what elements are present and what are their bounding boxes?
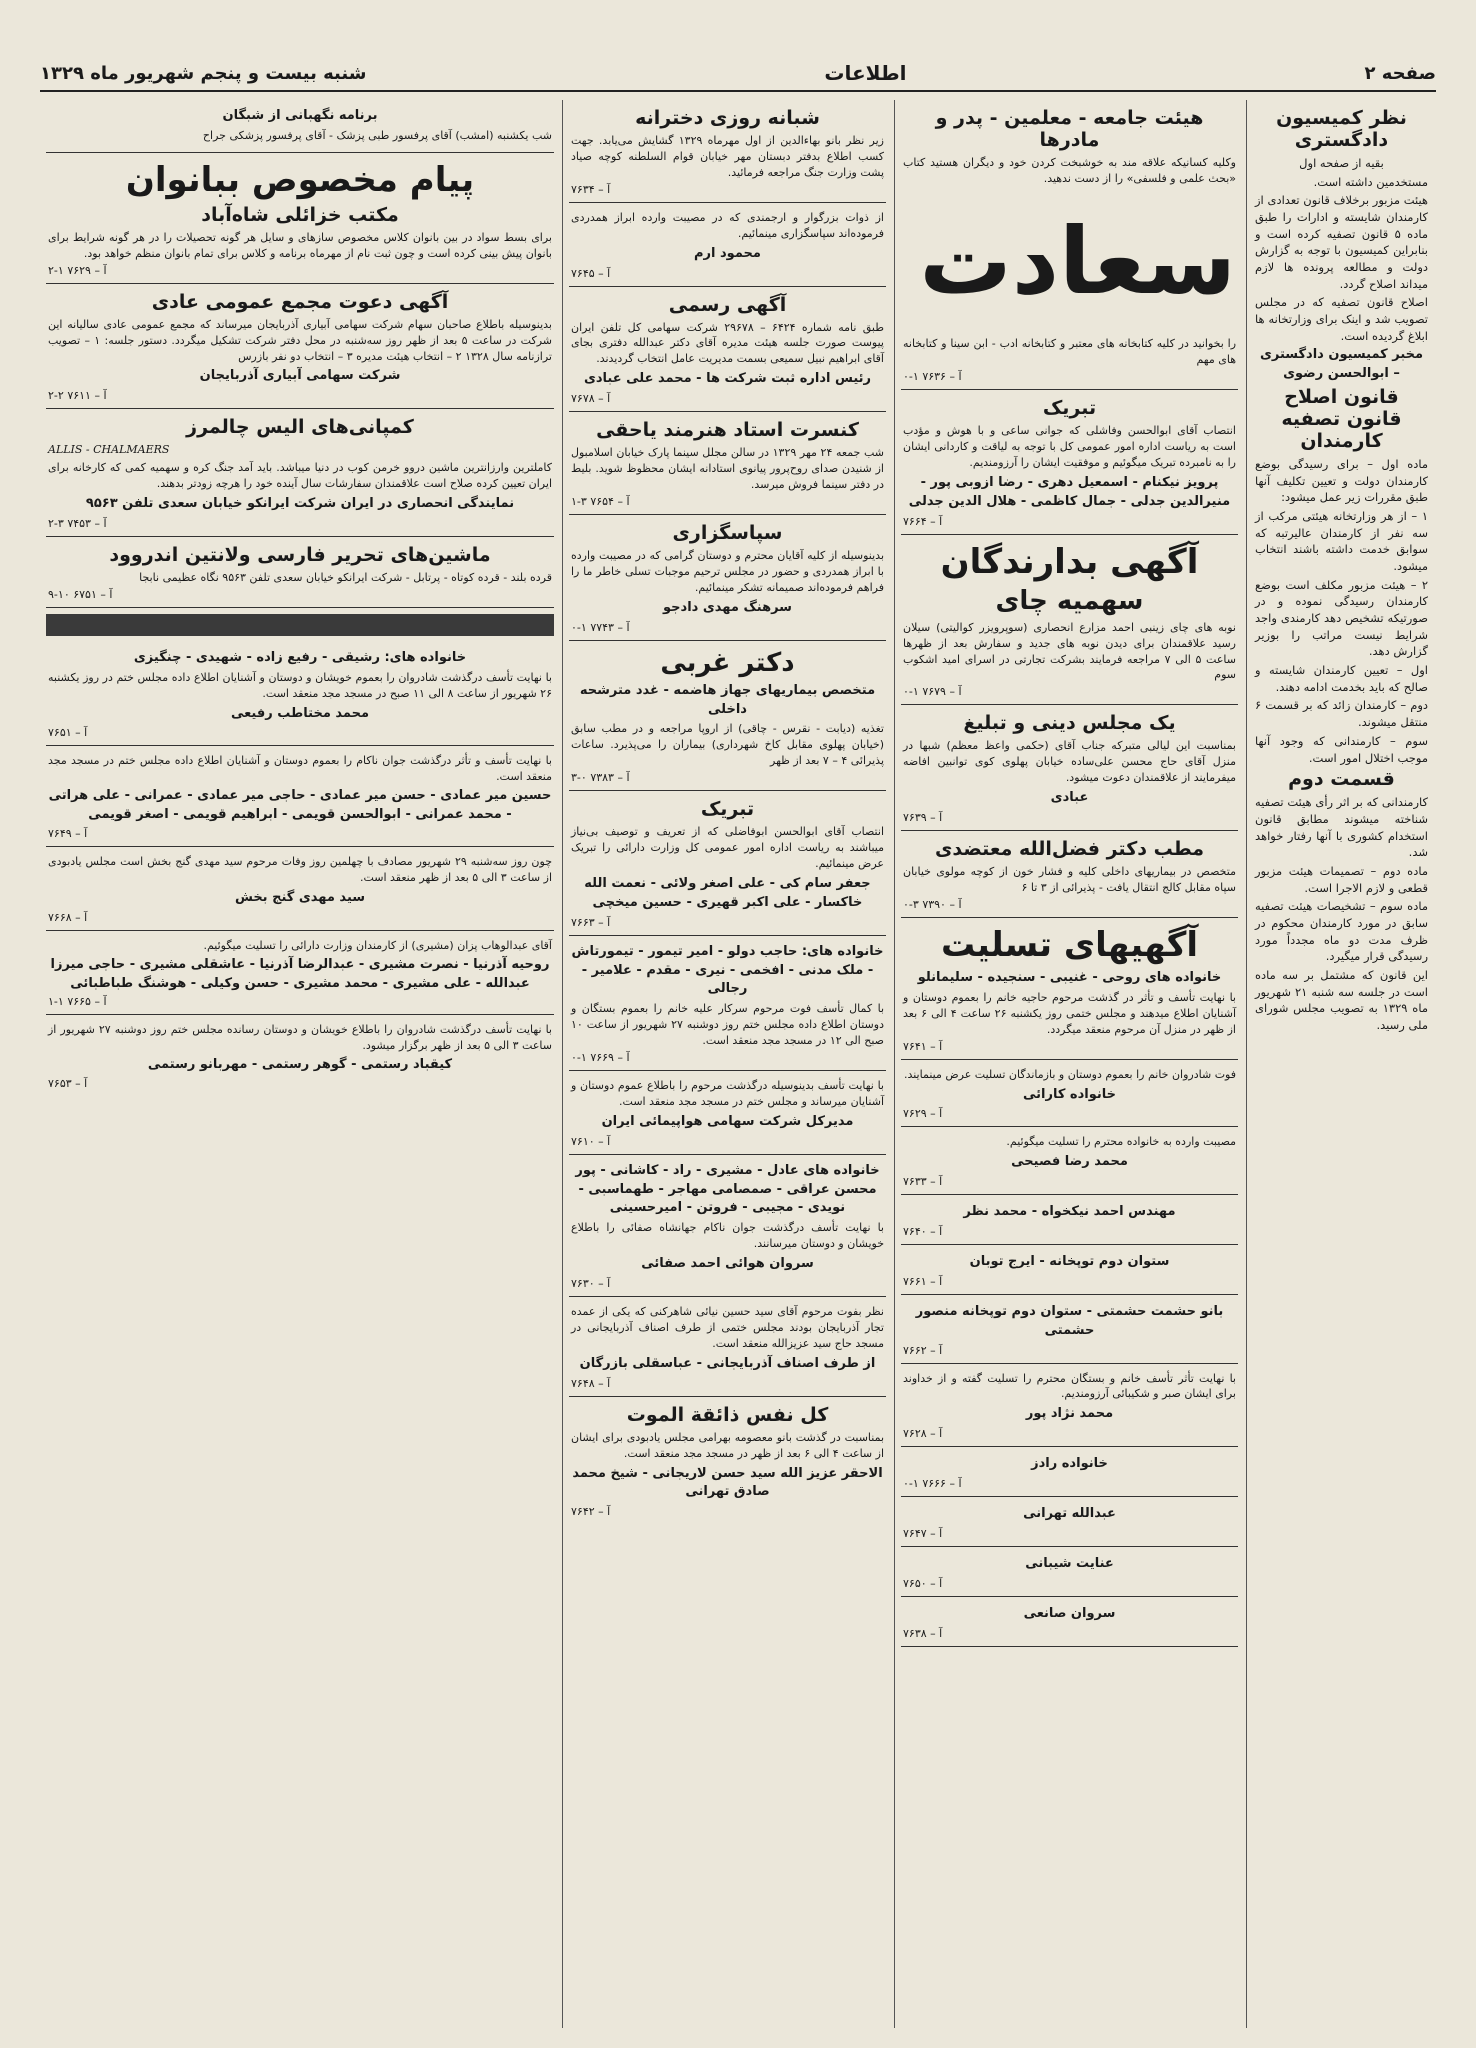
ad-text: با نهایت تأسف درگذشت شادروان را باطلاع خویشان و دوستان رسانده مجلس ختم روز دوشنبه ۲۷ شهریور از ساعت ۳ الی ۵ بعد از ظهر برگزار میشود. — [48, 1023, 552, 1053]
article-paragraph: اصلاح قانون تصفیه که در مجلس تصویب شد و اینک برای وزارتخانه ها ابلاغ گردیده است. — [1255, 295, 1428, 343]
article-title: نظر کمیسیون دادگستری — [1276, 107, 1407, 151]
ad-condolence-5 — [901, 1245, 1238, 1295]
ad-signature: خانواده رادز — [1031, 1456, 1108, 1472]
ad-title: کل نفس ذائقة الموت — [626, 1403, 829, 1426]
ad-signature: محمد مختاطب رفیعی — [230, 705, 370, 721]
ad-text: مصیبت وارده به خانواده محترم را تسلیت میگوئیم. — [1006, 1135, 1236, 1149]
ad-title: پیام مخصوص ببانوان — [125, 159, 475, 200]
ad-title: تبریک — [700, 798, 755, 821]
ad-code: آ – ۷۶۶۸ — [48, 910, 88, 924]
article-paragraph: ۲ – هیئت مزبور مکلف است بوضع کارمندان رسیدگی نموده و در صورتیکه تشخیص دهد کارمندی واجد شرایط نیست مراتب را بوزیر گزارش دهد. — [1255, 577, 1428, 659]
ad-title: برنامه نگهبانی از شبگان — [222, 108, 378, 123]
ad-code: آ – ۷۶۷۹ ۱-۰ — [903, 685, 962, 699]
ad-memorial-ganjbakhsh — [46, 847, 554, 931]
ad-text: آقای عبدالوهاب پزان (مشیری) از کارمندان وزارت دارائی را تسلیت میگوئیم. — [203, 938, 552, 952]
ad-title: آگهی رسمی — [668, 293, 787, 316]
ad-code: آ – ۷۶۶۴ — [903, 514, 943, 528]
ad-code: آ – ۷۶۴۲ — [571, 1505, 611, 1519]
ad-signature: محمد نژاد پور — [1025, 1406, 1114, 1422]
article-paragraph: سوم – کارمندانی که وجود آنها موجب اختلال امور است. — [1255, 733, 1428, 765]
ad-subtitle: مکتب خزائلی شاه‌آباد — [201, 203, 399, 226]
ad-code: آ – ۷۶۵۳ — [48, 1077, 88, 1091]
article-paragraph: ۱ – از هر وزارتخانه هیئتی مرکب از سه نفر از کارمندان عالیرتبه که سوابق خدمت داشته باشند انتخاب میشود. — [1255, 509, 1428, 574]
ad-code: آ – ۷۶۶۵ ۱-۱ — [48, 995, 107, 1009]
ad-condolence-11 — [901, 1597, 1238, 1647]
ad-text: تغذیه (دیابت - نقرس - چاقی) از اروپا مراجعه و در مطب سابق (خیابان پهلوی مقابل کاخ شهرداری) بیماران را می‌پذیرد. ساعات پذیرائی ۴ – ۷ بعد از ظهر — [571, 722, 884, 768]
ad-memorial-1 — [569, 1297, 886, 1397]
page-number: صفحه ۲ — [1364, 62, 1436, 84]
ad-code: آ – ۷۴۵۳ ۳-۲ — [48, 516, 107, 530]
divider-bar — [46, 614, 554, 636]
article-paragraph: هیئت مزبور برخلاف قانون تعدادی از کارمندان شایسته و ادارات را طبق ماده ۵ قانون تصفیه کرده است و بنابراین کمیسیون با توجه به گزارش دولت و مطالعه پرونده ها لازم میداند اصلاح گردد. — [1255, 193, 1428, 291]
ad-code: آ – ۷۳۸۳ ۰-۳ — [571, 771, 630, 785]
ad-code: آ – ۷۶۴۵ — [571, 266, 611, 280]
column-ads-2 — [894, 100, 1244, 2028]
ad-title: یک مجلس دینی و تبلیغ — [963, 712, 1176, 735]
ad-code: آ – ۷۷۴۳ ۱-۰ — [571, 620, 630, 634]
ad-code: آ – ۷۶۱۱ ۲-۲ — [48, 389, 107, 403]
ad-text: انتصاب آقای ابوالحسن وفاشلی که جوانی ساعی و با هوش و مؤدب است به ریاست اداره امور عمومی کل با توجه به لیاقت و کاردانی ایشان را به نامبرده تبریک میگوئیم و موفقیت ایشان را آرزومندیم. — [903, 424, 1236, 470]
ad-names: حسین میر عمادی - حسن میر عمادی - حاجی میر عمادی - عمرانی - علی هراتی - محمد عمرانی - ابوالحسن قویمی - ابراهیم قویمی - اصغر قویمی — [48, 788, 552, 823]
ad-signature: سروان هوائی احمد صفائی — [641, 1256, 814, 1272]
ad-allis-chalmers — [46, 409, 554, 537]
ad-title: شبانه روزی دخترانه — [635, 107, 820, 129]
ad-text: با نهایت تأسف بدینوسیله درگذشت مرحوم را باطلاع عموم دوستان و آشنایان میرساند و مجلس ختم در مسجد مجد منعقد است. — [571, 1079, 884, 1108]
article-paragraph: مخبر کمیسیون دادگستری – ابوالحسن رضوی — [1259, 347, 1424, 382]
ad-title: دکتر غربی — [660, 647, 795, 678]
article-subtitle: بقیه از صفحه اول — [1299, 156, 1384, 170]
article-paragraph: اول – تعیین کارمندان شایسته و صالح که باید بخدمت ادامه دهند. — [1255, 663, 1428, 694]
ad-code: آ – ۷۶۲۹ ۱-۲ — [48, 263, 107, 277]
ad-doctor-motazedi — [901, 831, 1238, 918]
ad-title: سپاسگزاری — [672, 522, 783, 544]
ad-title: کمپانی‌های الیس چالمرز — [186, 416, 414, 439]
ad-signature: رئیس اداره ثبت شرکت ها - محمد علی عبادی — [583, 371, 872, 387]
ad-text: نظر بفوت مرحوم آقای سید حسین نیائی شاهرکنی که یکی از عمده تجار آذربایجان بودند مجلس ختمی از طرف اصناف آذربایجانی در مسجد حاج سید عزیزالله منعقد است. — [571, 1304, 884, 1350]
ad-title: آگهی دعوت مجمع عمومی عادی — [151, 290, 449, 313]
ad-code: آ – ۷۶۴۷ — [903, 1526, 943, 1540]
ad-code: آ – ۷۶۳۶ ۱-۰ — [903, 370, 962, 384]
article-paragraph: ماده سوم – تشخیصات هیئت تصفیه سابق در مورد کارمندان محکوم در ظرف مدت دو ماه مجدداً مورد رسیدگی قرار میگیرد. — [1255, 899, 1428, 964]
ad-families: خانواده های عادل - مشیری - راد - کاشانی - پور محسن عراقی - صمصامی مهاجر - طهماسبی - نویدی - مجیبی - فروتن - امیرحسینی — [575, 1162, 880, 1216]
ad-code: آ – ۷۶۵۴ ۳-۱ — [571, 495, 630, 508]
ad-brand: سعادت — [919, 207, 1236, 315]
ad-signature: بانو حشمت حشمتی - ستوان دوم توپخانه منصور حشمتی — [915, 1303, 1224, 1338]
ad-code: آ – ۷۶۵۱ — [48, 726, 88, 740]
ad-code: آ – ۷۶۴۸ — [571, 1376, 611, 1390]
ad-condolence-4 — [901, 1195, 1238, 1245]
ad-families: خانواده های: حاجب دولو - امیر تیمور - تیمورتاش - ملک مدنی - افخمی - نیری - مقدم - علامیر - رجالی — [571, 943, 884, 997]
ad-title: هیئت جامعه - معلمین - پدر و مادرها — [935, 107, 1204, 151]
ad-code: آ – ۷۶۷۸ — [571, 392, 611, 406]
article-paragraph: دوم – کارمندان زائد که بر قسمت ۶ منتقل میشوند. — [1255, 698, 1428, 730]
ad-signature: محمود ارم — [694, 245, 761, 261]
ad-code: آ – ۷۶۴۰ — [903, 1224, 943, 1238]
ad-code: آ – ۷۶۶۳ — [571, 915, 611, 929]
ad-signature: سید مهدی گنج بخش — [234, 889, 366, 905]
ad-signature: از طرف اصناف آذربایجانی - عباسقلی بازرگان — [579, 1355, 876, 1371]
ad-code: آ – ۷۶۱۰ — [571, 1134, 611, 1148]
ad-condolence-emadi — [46, 746, 554, 847]
ad-condolence-2 — [901, 1060, 1238, 1128]
ad-signature: محمد رضا فصیحی — [1011, 1154, 1128, 1170]
page-header — [40, 56, 1436, 92]
ad-text: بدینوسیله باطلاع صاحبان سهام شرکت سهامی آبیاری آذربایجان میرساند که مجمع عمومی عادی سالیانه این شرکت در ساعت ۵ بعد از ظهر روز سه‌شنبه در محل دفتر شرکت تشکیل میگردد. دستور جلسه: ۱ – تصویب ترازنامه سال ۱۳۲۸ ۲ – انتخاب هیئت مدیره ۳ – انتخاب دو نفر بازرس — [48, 317, 552, 363]
ad-women-message — [46, 153, 554, 284]
ad-code: آ – ۷۶۴۱ — [903, 1039, 943, 1053]
ad-text: شب یکشنبه (امشب) آقای پرفسور طبی پزشک - آقای پرفسور پزشکی جراح — [202, 128, 552, 142]
ad-text: برای بسط سواد در بین بانوان کلاس مخصوص سازهای و سایل هر گونه تحصیلات را در هر گونه شرایط برای بانوان پیش بینی کرده است و چون ثبت نام از مهرماه برنامه و کلاس برای تمام بانوان منظم خواهد بود. — [48, 230, 552, 260]
ad-saadat-book — [901, 100, 1238, 390]
ad-code: آ – ۷۶۵۰ — [903, 1576, 943, 1590]
ad-airline-condolence — [569, 1071, 886, 1155]
ad-text: بمناسبت این لیالی متبرکه جناب آقای (حکمی واعظ معظم) شبها در منزل آقای حاج محسن علی‌ساده خیابان پهلوی کوی توانبین افاضه میفرمایند از علاقمندان دعوت میشود. — [903, 739, 1236, 785]
ad-text: با نهایت تأسف و تأثر درگذشت جوان ناکام را بعموم دوستان و آشنایان اطلاع داده مجلس ختم در مسجد مجد منعقد است. — [48, 754, 552, 784]
ad-families-condolence — [569, 936, 886, 1071]
ad-title: کنسرت استاد هنرمند یاحقی — [596, 419, 859, 442]
ad-code: آ – ۷۶۳۰ — [571, 1276, 611, 1290]
ad-text: از ذوات بزرگوار و ارجمندی که در مصیبت وارده ابراز همدردی فرموده‌اند سپاسگزاری مینمائیم. — [571, 210, 884, 240]
ad-code: آ – ۷۶۶۶ ۱-۰ — [903, 1477, 962, 1491]
ad-families: خانواده های روحی - غنیبی - سنجیده - سلیمانلو — [917, 969, 1222, 985]
ad-text: فوت شادروان خانم را بعموم دوستان و بازماندگان تسلیت عرض مینمایند. — [903, 1067, 1236, 1081]
ad-title: مطب دکتر فضل‌الله معتضدی — [934, 838, 1204, 861]
ad-condolences — [901, 918, 1238, 1060]
ad-tea-quota — [901, 535, 1238, 706]
ad-code: آ – ۶۷۵۱ ۱۰-۹ — [48, 587, 113, 601]
ad-code: آ – ۷۶۳۸ — [903, 1626, 943, 1640]
article-paragraph: این قانون که مشتمل بر سه ماده است در جلسه سه شنبه ۲۱ شهریور ماه ۱۳۲۹ به تصویب مجلس شورای ملی رسید. — [1255, 967, 1428, 1032]
ad-families: خانواده های: رشیقی - رفیع زاده - شهیدی - چنگیزی — [133, 649, 467, 665]
ad-text: قرده بلند - قرده کوتاه - پرتابل - شرکت ایرانکو خیابان سعدی تلفن ۹۵۶۳ نگاه عظیمی نابجا — [139, 570, 552, 584]
ad-condolence-10 — [901, 1547, 1238, 1597]
ad-thanks-1 — [569, 203, 886, 287]
ad-signature: عبدالله تهرانی — [1023, 1506, 1116, 1522]
ad-families-rafiei — [46, 642, 554, 747]
ad-condolence-8 — [901, 1447, 1238, 1497]
ad-signature: ستوان دوم توپخانه - ایرج توبان — [969, 1253, 1170, 1269]
ad-text: با نهایت تأسف و تأثر در گذشت مرحوم حاجیه خانم را بعموم دوستان و آشنایان اطلاع میدهند و مجلس ختمی روز یکشنبه ۲۶ ساعت ۴ الی ۶ بعد از ظهر در منزل آن مرحوم منعقد میگردد. — [903, 990, 1236, 1036]
ad-congrats-1 — [901, 390, 1238, 535]
ad-condolence-6 — [901, 1295, 1238, 1364]
ad-text: با کمال تأسف فوت مرحوم سرکار علیه خانم را بعموم بستگان و دوستان اطلاع داده مجلس ختم روز دوشنبه ۲۷ شهریور از ساعت ۱۰ صبح الی ۱۲ در مسجد مجد منعقد است. — [571, 1002, 884, 1048]
ad-signature: الاحقر عزیز الله سید حسن لاریجانی - شیخ محمد صادق تهرانی — [572, 1465, 883, 1500]
ad-signature: پرویز نیکنام - اسمعیل دهری - رضا ازوبی پور - منیرالدین جدلی - جمال کاظمی - هلال الدین جدلی — [908, 474, 1231, 509]
ad-code: آ – ۷۶۶۱ — [903, 1274, 943, 1288]
ad-subtitle: متخصص بیماریهای جهاز هاضمه - غدد مترشحه داخلی — [579, 682, 876, 717]
ad-names: کیقباد رستمی - گوهر رستمی - مهربانو رستمی — [147, 1057, 453, 1073]
ad-title-2: سهمیه چای — [995, 585, 1144, 616]
ad-signature: نمایندگی انحصاری در ایران شرکت ایرانکو خیابان سعدی تلفن ۹۵۶۳ — [85, 496, 515, 512]
ad-memorial-2 — [569, 1397, 886, 1525]
ad-doctor-gharbi — [569, 641, 886, 792]
ad-brand-latin: ALLIS - CHALMAERS — [48, 443, 170, 457]
ad-code: آ – ۷۶۶۲ — [903, 1343, 943, 1357]
ad-code: آ – ۷۶۳۴ — [571, 182, 611, 196]
ad-concert — [569, 412, 886, 515]
ad-gratitude — [569, 515, 886, 641]
ad-code: آ – ۷۶۶۹ ۱-۰ — [571, 1051, 630, 1064]
ad-code: آ – ۷۶۴۹ — [48, 827, 88, 841]
ad-signature: عبادی — [1050, 790, 1089, 806]
ad-code: آ – ۷۶۳۹ — [903, 811, 943, 825]
article-paragraph: مستخدمین داشته است. — [1313, 174, 1428, 189]
ad-text: انتصاب آقای ابوالحسن ابوفاضلی که از تعریف و توصیف بی‌نیاز میباشند به ریاست اداره امور عمومی کل وزارت دارائی را تبریک عرض مینمائیم. — [571, 825, 884, 871]
ad-text: با نهایت تأسف درگذشت جوان ناکام جهانشاه صفائی را باطلاع خویشان و دوستان میرسانند. — [571, 1221, 884, 1251]
article-paragraph: ماده اول – برای رسیدگی بوضع کارمندان دولت و تعیین تکلیف آنها طبق مقررات زیر عمل میشود: — [1255, 457, 1428, 505]
ad-signature: سروان صانعی — [1023, 1605, 1116, 1621]
ad-text: بمناسبت در گذشت بانو معصومه بهرامی مجلس یادبودی برای ایشان از ساعت ۴ الی ۶ بعد از ظهر در مسجد مجد منعقد است. — [571, 1430, 884, 1460]
ad-congrats-2 — [569, 791, 886, 936]
column-justice-commission — [1246, 100, 1436, 2028]
article-justice-commission — [1253, 100, 1430, 1042]
ad-families-condolence-2 — [569, 1155, 886, 1297]
ad-night-shift — [46, 100, 554, 153]
ad-condolence-moshiri — [46, 931, 554, 1016]
ad-condolence-rostami — [46, 1015, 554, 1096]
ad-title: ماشین‌های تحریر فارسی ولانتین اندروود — [109, 543, 491, 566]
ad-title: آگهیهای تسلیت — [940, 924, 1199, 965]
ad-general-meeting — [46, 284, 554, 410]
ad-signature: خانواده کارائی — [1022, 1086, 1117, 1102]
ad-signature: مهندس احمد نیکخواه - محمد نظر — [963, 1204, 1176, 1220]
ad-condolence-3 — [901, 1127, 1238, 1195]
ad-code: آ – ۷۶۳۳ — [903, 1175, 943, 1189]
ad-code: آ – ۷۶۲۹ — [903, 1107, 943, 1121]
ad-text: وکلیه کسانیکه علاقه مند به خوشبخت کردن خود و دیگران هستید کتاب «بحث علمی و فلسفی» را از دست ندهید. — [903, 156, 1236, 185]
ad-signature: مدیرکل شرکت سهامی هواپیمائی ایران — [601, 1113, 854, 1129]
article-paragraph: کارمندانی که بر اثر رأی هیئت تصفیه شناخته میشوند مطابق قانون استخدام کشوری با آنها رفتار خواهد شد. — [1255, 795, 1428, 860]
ad-signature: سرهنگ مهدی دادجو — [663, 599, 792, 615]
ad-text: با نهایت تأثر تأسف خانم و بستگان محترم را تسلیت گفته و از خداوند برای ایشان صبر و شکیبائی آرزومندیم. — [903, 1371, 1236, 1401]
paper-name: اطلاعات — [824, 61, 907, 85]
ad-signature: جعفر سام کی - علی اصغر ولائی - نعمت الله خاکسار - علی اکبر قهیری - حسین میخچی — [584, 875, 871, 910]
ad-condolence-7 — [901, 1364, 1238, 1448]
ad-text: چون روز سه‌شنبه ۲۹ شهریور مصادف با چهلمین روز وفات مرحوم سید مهدی گنج بخش است مجلس یادبودی از ساعت ۳ الی ۵ بعد از ظهر منعقد است. — [48, 855, 552, 884]
ad-text: متخصص در بیماریهای داخلی کلیه و فشار خون از کوچه مولوی خیابان سپاه مقابل کالج انتقال یافت - پذیرائی از ۳ تا ۶ — [903, 865, 1236, 894]
issue-date: شنبه بیست و پنجم شهریور ماه ۱۳۲۹ — [40, 62, 367, 84]
ad-condolence-9 — [901, 1497, 1238, 1547]
ad-signature: عنایت شیبانی — [1025, 1555, 1114, 1571]
ad-names: روحیه آذرنیا - نصرت مشیری - عبدالرضا آذرنیا - عاشقلی مشیری - حاجی میرزا عبدالله - علی مشیری - محمد مشیری - حسن وکیلی - هوشنگ طباطبائی — [50, 956, 550, 991]
ad-title: آگهی بدارندگان — [940, 541, 1199, 582]
ad-signature: شرکت سهامی آبیاری آذربایجان — [199, 368, 401, 384]
ad-text: با نهایت تأسف درگذشت شادروان را بعموم خویشان و دوستان و آشنایان اطلاع داده مجلس ختم در روز یکشنبه ۲۶ شهریور از ساعت ۸ الی ۱۱ صبح در مسجد مجد منعقد است. — [48, 670, 552, 700]
ad-text: طبق نامه شماره ۶۴۲۴ – ۲۹۶۷۸ شرکت سهامی کل تلفن ایران پیوست صورت جلسه هیئت مدیره آقای دکتر عبدالله دفتری بجای آقای ابراهیم نبیل سمیعی بسمت مدیریت عامل انتخاب گردیدند. — [571, 320, 884, 366]
ad-text: زیر نظر بانو بهاءالدین از اول مهرماه ۱۳۲۹ گشایش می‌یابد. جهت کسب اطلاع بدفتر دبستان مهر خیابان قوام السلطنه کوچه صیاد پشت وزارت جنگ مراجعه فرمائید. — [571, 134, 884, 179]
column-ads-3 — [562, 100, 892, 2028]
ad-girls-boarding-school — [569, 100, 886, 203]
ad-text: شب جمعه ۲۴ مهر ۱۳۲۹ در سالن مجلل سینما پارک خیابان اسلامبول از شنیدن صدای روح‌پرور پیانوی استادانه ایشان محظوظ شوید. بلیط در دفتر سینما فروش میرسد. — [571, 446, 884, 492]
ad-religious-gathering — [901, 705, 1238, 831]
ad-typewriters — [46, 537, 554, 608]
article-paragraph: ماده دوم – تصمیمات هیئت مزبور قطعی و لازم الاجرا است. — [1255, 863, 1428, 895]
article-heading: قسمت دوم — [1288, 768, 1395, 791]
article-heading: قانون اصلاح قانون تصفیه کارمندان — [1281, 386, 1402, 453]
ad-code: آ – ۷۶۲۸ — [903, 1427, 943, 1441]
ad-text: بدینوسیله از کلیه آقایان محترم و دوستان گرامی که در مصیبت وارده با ابراز همدردی و حضور در مجلس ترحیم موجبات تسلی خاطر ما را فراهم فرموده‌اند صمیمانه تشکر مینمائیم. — [571, 549, 884, 594]
ad-code: آ – ۷۳۹۰ ۳-۰ — [903, 897, 962, 911]
ad-text: نوبه های چای زینبی احمد مزارع انحصاری (سوپرویزر کوالیتی) سیلان رسید علاقمندان برای دیدن نوبه های جدید و سفارش بعد از ظهرها ساعت ۵ الی ۷ مراجعه فرمایند بشرکت تجارتی در اسرای امید اشکوب سوم — [903, 620, 1236, 682]
ad-text: را بخوانید در کلیه کتابخانه های معتبر و کتابخانه ادب - ابن سینا و کتابخانه های مهم — [903, 337, 1236, 367]
column-ads-4 — [40, 100, 560, 2028]
ad-text: کاملترین وارزانترین ماشین دروو خرمن کوب در دنیا میباشد. باید آمد جنگ کره و سهمیه کمی که کارخانه برای ایران تعیین کرده صلاح است علاقمندان سفارشات سال آینده خود را هرچه زودتر بدهند. — [48, 461, 552, 491]
ad-official-notice — [569, 287, 886, 413]
ad-title: تبریک — [1042, 397, 1097, 420]
